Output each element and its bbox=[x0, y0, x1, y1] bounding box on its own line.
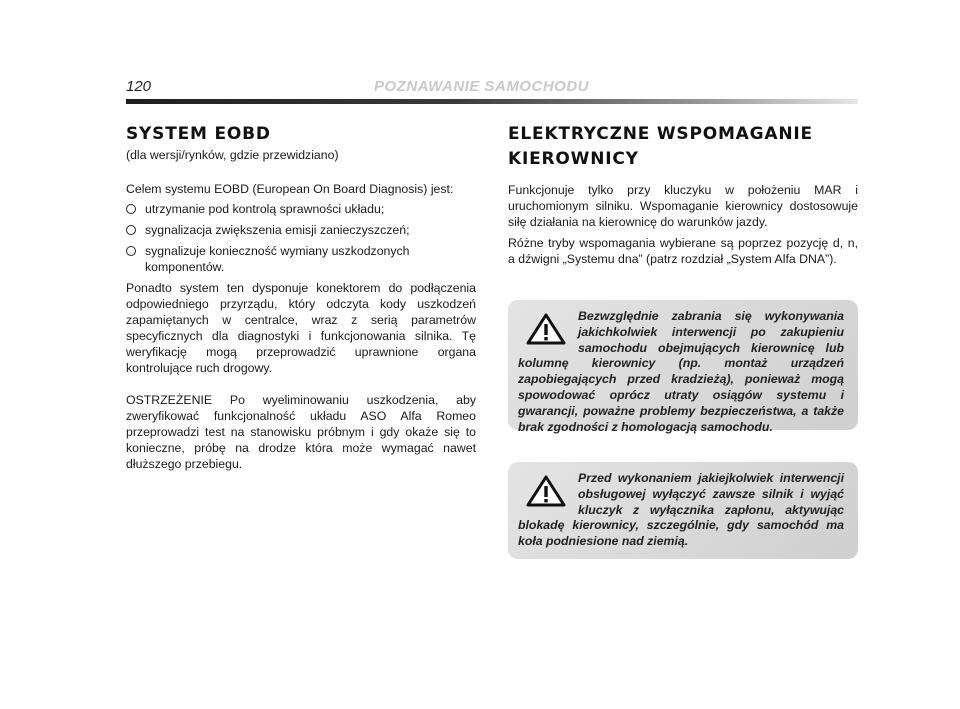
circle-bullet-icon bbox=[126, 204, 136, 214]
bullet-list bbox=[126, 201, 476, 275]
list-item bbox=[126, 243, 476, 275]
warning-text: Przed wykonaniem jakiejkolwiek interwencji obsługowej wyłączyć zawsze silnik i wyjąć kluczyk z wyłącznika zapłonu, aktywując blokadę kierownicy, szczególnie, gdy samochód ma koła podniesione nad ziemią. bbox=[518, 471, 844, 549]
heading-line-2: KIEROWNICY bbox=[508, 149, 639, 169]
circle-bullet-icon bbox=[126, 225, 136, 235]
running-title: POZNAWANIE SAMOCHODU bbox=[374, 78, 590, 95]
right-column bbox=[508, 122, 858, 272]
list-item-text: sygnalizuje konieczność wymiany uszkodzonych komponentów. bbox=[145, 244, 410, 274]
list-item-text: sygnalizacja zwiększenia emisji zanieczyszczeń; bbox=[145, 223, 410, 237]
warning-box bbox=[508, 462, 858, 559]
warning-box bbox=[508, 300, 858, 434]
section-subtitle: (dla wersji/rynków, gdzie przewidziano) bbox=[126, 148, 339, 162]
body-paragraph: Ponadto system ten dysponuje konektorem do podłączenia odpowiedniego przyrządu, który odczyta kody uszkodzeń zapamiętanych w centralce, wraz z serią parametrów specyficznych dla diagnostyki i funkcjonowania silnika. Tę weryfikację mogą przeprowadzić uprawnione organa kontrolujące ruch drogowy. bbox=[126, 281, 476, 375]
warning-triangle-icon bbox=[526, 475, 566, 507]
page-number: 120 bbox=[126, 78, 152, 95]
page-header bbox=[126, 78, 858, 100]
list-item bbox=[126, 222, 476, 238]
list-item bbox=[126, 201, 476, 217]
header-rule bbox=[126, 99, 858, 104]
section-heading-eobd: SYSTEM EOBD bbox=[126, 124, 271, 144]
warning-note: OSTRZEŻENIE Po wyeliminowaniu uszkodzenia, aby zweryfikować funkcjonalność układu ASO Alfa Romeo przeprowadzi test na stanowisku próbnym i gdy okaże się to konieczne, próbę na drodze która może wymagać nawet dłuższego przebiegu. bbox=[126, 393, 476, 471]
list-item-text: utrzymanie pod kontrolą sprawności układu; bbox=[145, 202, 385, 216]
intro-text: Celem systemu EOBD (European On Board Diagnosis) jest: bbox=[126, 182, 454, 196]
warning-text: Bezwzględnie zabrania się wykonywania jakichkolwiek interwencji po zakupieniu samochodu obejmujących kierownicę lub kolumnę kierownicy (np. montaż urządzeń zapobiegających przed kradzieżą), ponieważ mogą spowodować oprócz utraty osiągów systemu i gwarancji, poważne problemy bezpieczeństwa, a także brak zgodności z homologacją samochodu. bbox=[518, 309, 844, 434]
section-heading-steering bbox=[508, 122, 858, 172]
warning-triangle-icon bbox=[526, 313, 566, 345]
body-paragraph: Funkcjonuje tylko przy kluczyku w położeniu MAR i uruchomionym silniku. Wspomaganie kierownicy dostosowuje siłę działania na kierownicę do warunków jazdy. bbox=[508, 183, 858, 229]
left-column bbox=[126, 122, 476, 477]
body-paragraph: Różne tryby wspomagania wybierane są poprzez pozycję d, n, a dźwigni „Systemu dna” (patrz rozdział „System Alfa DNA”). bbox=[508, 236, 858, 266]
circle-bullet-icon bbox=[126, 246, 136, 256]
heading-line-1: ELEKTRYCZNE WSPOMAGANIE bbox=[508, 124, 813, 144]
